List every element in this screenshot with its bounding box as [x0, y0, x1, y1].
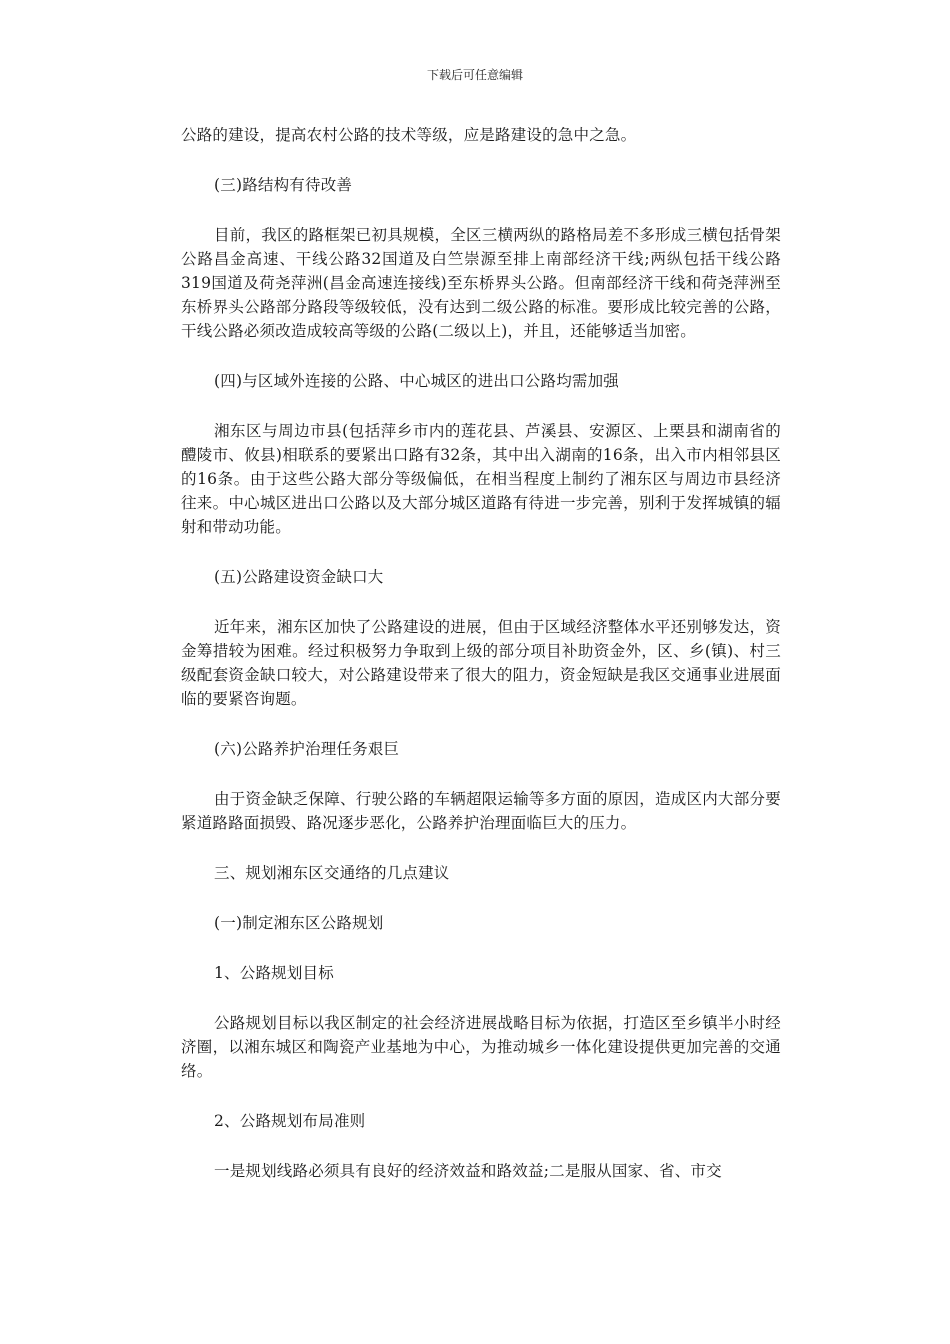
paragraph-continuation: 公路的建设，提高农村公路的技术等级，应是路建设的急中之急。 [181, 126, 637, 144]
section-heading-6: (六)公路养护治理任务艰巨 [214, 740, 400, 758]
subsection-heading-1: (一)制定湘东区公路规划 [214, 914, 384, 932]
document-body [181, 123, 781, 1183]
paragraph-planning-goal: 公路规划目标以我区制定的社会经济进展战略目标为依据，打造区至乡镇半小时经济圈，以湘东城区和陶瓷产业基地为中心，为推动城乡一体化建设提供更加完善的交通络。 [181, 1014, 781, 1080]
section-heading-4: (四)与区域外连接的公路、中心城区的进出口公路均需加强 [214, 372, 619, 390]
section-heading-5: (五)公路建设资金缺口大 [214, 568, 384, 586]
section-heading-3: (三)路结构有待改善 [214, 176, 353, 194]
item-heading-layout-principles: 2、公路规划布局准则 [214, 1112, 366, 1130]
paragraph-road-structure: 目前，我区的路框架已初具规模，全区三横两纵的路格局差不多形成三横包括骨架公路昌金高速、干线公路32国道及白竺崇源至排上南部经济干线;两纵包括干线公路319国道及荷尧萍洲(昌金高速连接线)至东桥界头公路。但南部经济干线和荷尧萍洲至东桥界头公路部分路段等级较低，没有达到二级公路的标准。要形成比较完善的公路，干线公路必须改造成较高等级的公路(二级以上)，并且，还能够适当加密。 [181, 226, 781, 340]
page-header: 下载后可任意编辑 [426, 68, 523, 82]
paragraph-external-roads: 湘东区与周边市县(包括萍乡市内的莲花县、芦溪县、安源区、上栗县和湖南省的醴陵市、攸县)相联系的要紧出口路有32条，其中出入湖南的16条，出入市内相邻县区的16条。由于这些公路大部分等级偏低，在相当程度上制约了湘东区与周边市县经济往来。中心城区进出口公路以及大部分城区道路有待进一步完善，别利于发挥城镇的辐射和带动功能。 [181, 422, 781, 536]
paragraph-funding-gap: 近年来，湘东区加快了公路建设的进展，但由于区域经济整体水平还别够发达，资金筹措较为困难。经过积极努力争取到上级的部分项目补助资金外，区、乡(镇)、村三级配套资金缺口较大，对公路建设带来了很大的阻力，资金短缺是我区交通事业进展面临的要紧咨询题。 [181, 618, 781, 708]
paragraph-layout-principles: 一是规划线路必须具有良好的经济效益和路效益;二是服从国家、省、市交 [214, 1162, 722, 1180]
section-heading-suggestions: 三、规划湘东区交通络的几点建议 [214, 864, 450, 882]
item-heading-planning-goal: 1、公路规划目标 [214, 964, 334, 982]
paragraph-maintenance: 由于资金缺乏保障、行驶公路的车辆超限运输等多方面的原因，造成区内大部分要紧道路路面损毁、路况逐步恶化，公路养护治理面临巨大的压力。 [181, 790, 781, 832]
